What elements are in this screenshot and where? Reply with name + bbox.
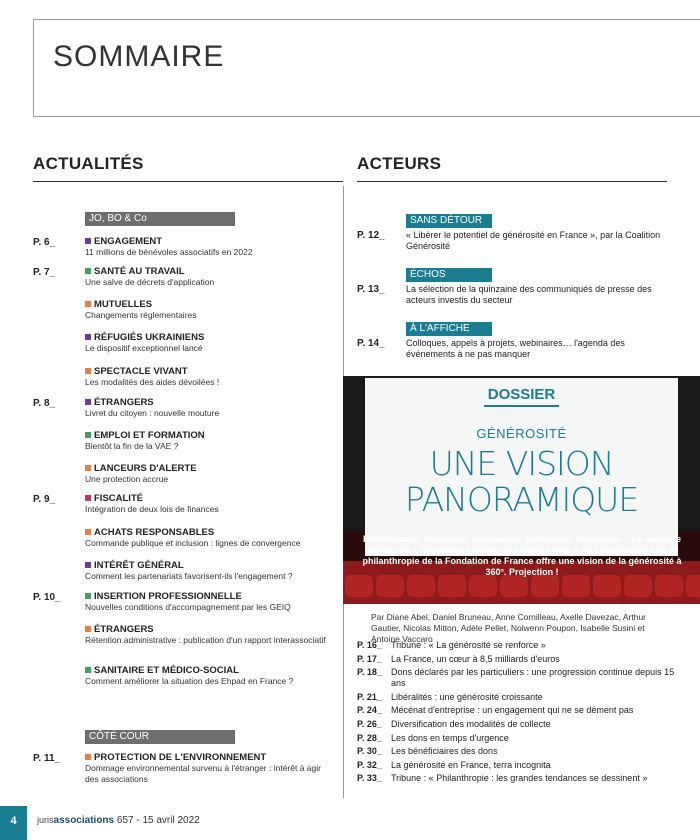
- list-item[interactable]: [85, 591, 335, 613]
- item-title: INSERTION PROFESSIONNELLE: [94, 591, 242, 602]
- bullet-square-icon: [85, 301, 91, 307]
- list-item[interactable]: [85, 624, 335, 646]
- page-number: P. 14_: [357, 338, 385, 349]
- dossier-list-item[interactable]: [357, 692, 677, 703]
- section-label: SANS DÉTOUR: [406, 214, 492, 228]
- dossier-list-item[interactable]: [357, 760, 677, 771]
- page-number: P. 32_: [357, 759, 382, 770]
- bullet-square-icon: [85, 626, 91, 632]
- bullet-square-icon: [85, 368, 91, 374]
- dossier-headline-1: UNE VISION: [429, 444, 614, 483]
- list-item[interactable]: [85, 266, 335, 288]
- page-number: P. 30_: [357, 746, 382, 757]
- column-divider: [343, 604, 344, 798]
- section-text[interactable]: « Libérer le potentiel de générosité en France », par la Coalition Générosité: [406, 230, 661, 251]
- dossier-list-item[interactable]: [357, 773, 677, 784]
- list-item[interactable]: [85, 752, 335, 785]
- item-text: La générosité en France, terra incognita: [391, 759, 551, 770]
- list-item[interactable]: [85, 332, 335, 354]
- bullet-square-icon: [85, 495, 91, 501]
- item-title: FISCALITÉ: [94, 493, 144, 504]
- item-title: LANCEURS D'ALERTE: [94, 463, 197, 474]
- item-text: La France, un cœur à 8,5 milliards d'euros: [391, 653, 560, 664]
- list-item[interactable]: [85, 527, 335, 549]
- section-text[interactable]: La sélection de la quinzaine des communiqués de presse des acteurs investis du secteur: [406, 284, 652, 305]
- item-subtitle: Commande publique et inclusion : lignes de convergence: [85, 538, 301, 548]
- item-subtitle: Dommage environnemental survenu à l'étranger : intérêt à agir des associations: [85, 763, 321, 784]
- page-number: P. 10_: [33, 592, 61, 603]
- page-number: P. 16_: [357, 640, 382, 650]
- item-title: SANITAIRE ET MÉDICO-SOCIAL: [94, 665, 239, 676]
- item-subtitle: Livret du citoyen : nouvelle mouture: [85, 408, 220, 418]
- item-title: EMPLOI ET FORMATION: [94, 430, 205, 441]
- page-number: P. 6_: [33, 237, 56, 248]
- list-item[interactable]: [85, 397, 335, 419]
- title-box: [33, 19, 700, 117]
- dossier-label: DOSSIER: [484, 386, 560, 407]
- page-number: P. 13_: [357, 284, 385, 295]
- list-item[interactable]: [85, 299, 335, 321]
- page-number: P. 7_: [33, 267, 56, 278]
- dossier-list-item[interactable]: [357, 654, 677, 665]
- acteurs-heading: ACTEURS: [357, 154, 442, 173]
- bullet-square-icon: [85, 562, 91, 568]
- item-subtitle: Nouvelles conditions d'accompagnement par les GEIQ: [85, 602, 291, 612]
- bullet-square-icon: [85, 399, 91, 405]
- page-number: P. 33_: [357, 773, 382, 784]
- page-number: P. 18_: [357, 667, 382, 678]
- item-title: ÉTRANGERS: [94, 624, 154, 635]
- bullet-square-icon: [85, 465, 91, 471]
- dossier-list-item[interactable]: [357, 719, 677, 730]
- dossier-image: [343, 376, 700, 604]
- list-item[interactable]: [85, 560, 335, 582]
- item-subtitle: Comment les partenariats favorisent-ils l'engagement ?: [85, 571, 293, 581]
- divider: [33, 181, 343, 182]
- item-text: Mécénat d'entreprise : un engagement qui ne se dément pas: [391, 705, 634, 716]
- list-item[interactable]: [85, 430, 335, 452]
- item-subtitle: 11 millions de bénévoles associatifs en 2022: [85, 247, 253, 257]
- item-subtitle: Une protection accrue: [85, 474, 169, 484]
- bullet-square-icon: [85, 754, 91, 760]
- dossier-kicker: GÉNÉROSITÉ: [476, 426, 567, 441]
- actualites-heading: ACTUALITÉS: [33, 154, 144, 173]
- list-item[interactable]: [85, 366, 335, 388]
- list-item[interactable]: [85, 236, 335, 258]
- page-number: P. 8_: [33, 398, 56, 409]
- page-title: SOMMAIRE: [53, 40, 225, 73]
- item-title: MUTUELLES: [94, 299, 153, 310]
- section-label-jo-bo: JO, BO & Co: [85, 212, 235, 226]
- folio: 4: [0, 806, 27, 840]
- dossier-list-item[interactable]: [357, 640, 677, 651]
- item-text: Libéralités : une générosité croissante: [391, 691, 543, 702]
- item-subtitle: Bientôt la fin de la VAE ?: [85, 441, 179, 451]
- bullet-square-icon: [85, 334, 91, 340]
- page-number: P. 24_: [357, 705, 382, 716]
- item-title: SANTÉ AU TRAVAIL: [94, 266, 185, 277]
- page-number: P. 17_: [357, 653, 382, 664]
- item-text: Dons déclarés par les particuliers : une progression continue depuis 15 ans: [391, 667, 675, 689]
- dossier-list-item[interactable]: [357, 746, 677, 757]
- dossier-list-item[interactable]: [357, 733, 677, 744]
- item-subtitle: Comment améliorer la situation des Ehpad en France ?: [85, 676, 294, 686]
- item-title: SPECTACLE VIVANT: [94, 366, 188, 377]
- bullet-square-icon: [85, 593, 91, 599]
- item-title: INTÉRÊT GÉNÉRAL: [94, 560, 184, 571]
- dossier-headline-2: PANORAMIQUE: [404, 480, 639, 519]
- dossier-list-item[interactable]: [357, 667, 677, 689]
- item-subtitle: Les modalités des aides dévoilées !: [85, 377, 220, 387]
- brand-juris: juris: [37, 815, 54, 825]
- section-text[interactable]: Colloques, appels à projets, webinaires… l'agenda des événements à ne pas manquer: [406, 338, 625, 359]
- page-number: P. 12_: [357, 230, 385, 241]
- page-number: P. 9_: [33, 494, 56, 505]
- list-item[interactable]: [85, 463, 335, 485]
- item-text: Les dons en temps d'urgence: [391, 732, 509, 743]
- divider: [357, 181, 667, 182]
- page-number: P. 26_: [357, 718, 382, 729]
- authors: Par Diane Abel, Daniel Bruneau, Anne Cornilleau, Axelle Davezac, Arthur Gautier, Nicolas Mitton, Adèle Pellet, Nolwenn Poupon, Isabelle Susini et Antoine Vaccaro: [371, 612, 646, 644]
- item-text: Diversification des modalités de collecte: [391, 718, 551, 729]
- item-subtitle: Une salve de décrets d'application: [85, 277, 215, 287]
- bullet-square-icon: [85, 268, 91, 274]
- item-subtitle: Le dispositif exceptionnel lancé: [85, 343, 203, 353]
- item-text: Tribune : « La générosité se renforce »: [391, 640, 546, 650]
- item-title: ACHATS RESPONSABLES: [94, 527, 215, 538]
- column-divider: [343, 186, 344, 376]
- dossier-list-item[interactable]: [357, 705, 677, 716]
- section-label: ÉCHOS: [406, 268, 492, 282]
- bullet-square-icon: [85, 667, 91, 673]
- item-subtitle: Changements réglementaires: [85, 310, 197, 320]
- issue-info: 657 - 15 avril 2022: [116, 815, 200, 826]
- dossier-intro: Bénéficiaires, donateurs, ressources, évolutions, tendances… La seconde édition du « Panorama national des générosités » de l'Observatoire de la philanthropie de la Fondation de France offre une vision de la générosité à 360°. Projection !: [362, 534, 682, 577]
- item-text: Tribune : « Philanthropie : les grandes tendances se dessinent »: [391, 773, 648, 784]
- brand-associations: associations: [53, 815, 115, 826]
- page-number: P. 21_: [357, 691, 382, 702]
- dossier-list: [357, 640, 677, 787]
- item-subtitle: Intégration de deux lois de finances: [85, 504, 219, 514]
- bullet-square-icon: [85, 432, 91, 438]
- page-number: P. 28_: [357, 732, 382, 743]
- item-title: ÉTRANGERS: [94, 397, 154, 408]
- page-number: P. 11_: [33, 753, 61, 764]
- section-label-cote-cour: CÔTÉ COUR: [85, 730, 235, 744]
- list-item[interactable]: [85, 665, 335, 687]
- item-subtitle: Rétention administrative : publication d'un rapport interassociatif: [85, 635, 326, 645]
- section-label: À L'AFFICHE: [406, 322, 492, 336]
- item-title: ENGAGEMENT: [94, 236, 163, 247]
- footer: [0, 806, 700, 840]
- item-text: Les bénéficiaires des dons: [391, 746, 498, 757]
- item-title: RÉFUGIÉS UKRAINIENS: [94, 332, 205, 343]
- bullet-square-icon: [85, 529, 91, 535]
- item-title: PROTECTION DE L'ENVIRONNEMENT: [94, 752, 267, 763]
- bullet-square-icon: [85, 238, 91, 244]
- list-item[interactable]: [85, 493, 335, 515]
